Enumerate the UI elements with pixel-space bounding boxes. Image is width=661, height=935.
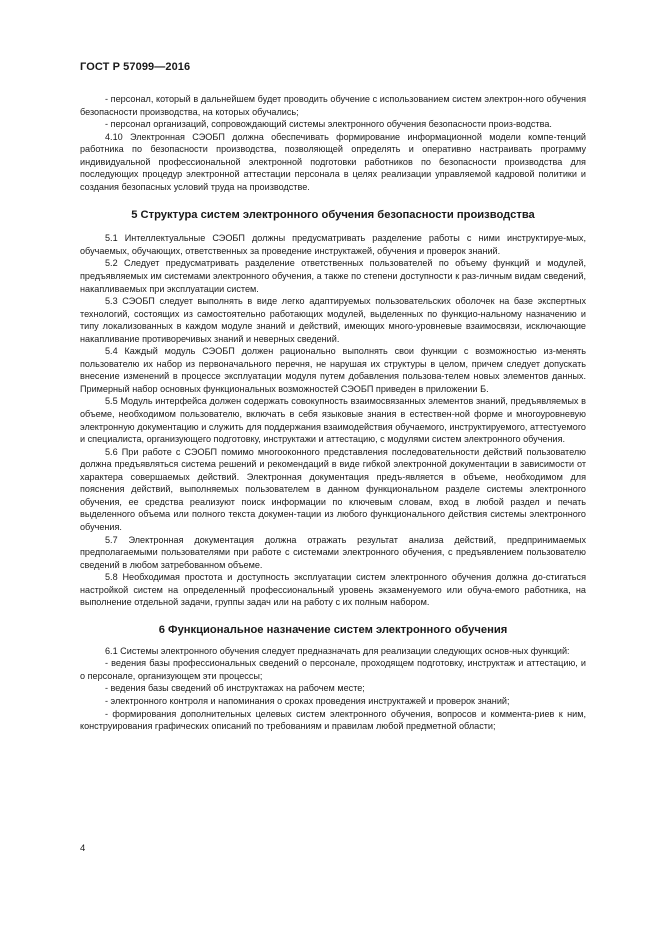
section-5-paragraph-5: 5.5 Модуль интерфейса должен содержать совокупность взаимосвязанных элементов знаний, предъявляемых в объеме, необходимом пользователю, включать в себя языковые знания в естествен-ной форме и многоуровневую электронную документацию и служить для поддержания взаимодействия обучаемого, инструктируемого, аттестуемого и специалиста, организующего подготовку, инструктажи и аттестацию, с модулями систем электронного обучения. [80, 396, 586, 445]
section-6-paragraph-1: 6.1 Системы электронного обучения следует предназначать для реализации следующих основ-ных функций: [105, 645, 570, 656]
section-5-paragraph-1: 5.1 Интеллектуальные СЭОБП должны предусматривать разделение работы с ними инструктируе-мых, обучаемых, обучающих, ответственных за проведение инструктажей, обучения и проверок знаний. [80, 233, 586, 256]
section-6-heading: 6 Функциональное назначение систем электронного обучения [158, 623, 508, 636]
page-number: 4 [80, 843, 86, 854]
section-6-paragraph-4: - электронного контроля и напоминания о сроках проведения инструктажей и проверок знаний; [105, 695, 510, 706]
document-body [80, 93, 586, 733]
section-6-paragraph-5: - формирования дополнительных целевых систем электронного обучения, вопросов и коммента-риев к ним, конструирования графических описаний по требованиям и правилам любой предметной области; [80, 708, 586, 732]
section-5-paragraph-6: 5.6 При работе с СЭОБП помимо многооконного представления последовательности действий пользователю должна предъявляться система решений и рекомендаций в виде гибкой электронной документации в зависимости от характера совершаемых действий. Электронная документация предъ-является в объеме, необходимом для пояснения действий, выполняемых пользователем в данном функциональном разделе системы электронного обучения, ее средства реализуют поиск информации по ключевым словам, вход в любой раздел и печать выделенного объема или полного текста докумен-тации из любого функционального действия системы электронного обучения. [80, 446, 586, 532]
document-header: ГОСТ Р 57099—2016 [80, 61, 191, 73]
section-5-paragraph-3: 5.3 СЭОБП следует выполнять в виде легко адаптируемых пользовательских оболочек на базе экспертных технологий, состоящих из самостоятельно работающих модулей, выделенных по функцио-нальному назначению и типу локализованных в каждом модуле знаний и действий, имеющих много-уровневые взаимосвязи, исключающие накапливание противоречивых знаний и неверных сведений. [80, 296, 586, 344]
section-6-paragraph-3: - ведения базы сведений об инструктажах на рабочем месте; [105, 683, 365, 694]
section-5-heading: 5 Структура систем электронного обучения безопасности производства [131, 209, 535, 222]
intro-paragraph-2: - персонал организаций, сопровождающий системы электронного обучения безопасности произ-водства. [105, 119, 552, 130]
section-5-paragraph-8: 5.8 Необходимая простота и доступность эксплуатации систем электронного обучения должна до-стигаться настройкой систем на определенный профессиональный уровень экзаменуемого или обуча-емого работника, на выполнение отдельной задачи, группы задач или на работу с их полным набором. [80, 572, 586, 608]
intro-paragraph-3: 4.10 Электронная СЭОБП должна обеспечивать формирование информационной модели компе-тенций работника по безопасности производства, позволяющей определять и оперативно настраивать программу индивидуальной профессиональной электронной подготовки работников по безопасности производства для последующих процедур электронной аттестации персонала в целях реализации управляемой кадровой политики и создания безопасных условий труда на производстве. [80, 131, 586, 192]
section-5-paragraph-7: 5.7 Электронная документация должна отражать результат анализа действий, предпринимаемых предполагаемыми пользователями при работе с системами электронного обучения, с предъявлением пользователю сведений в любом затребованном объеме. [80, 534, 586, 570]
section-6-paragraph-2: - ведения базы профессиональных сведений о персонале, проходящем подготовку, инструктаж и аттестацию, и о персонале, организующем эти процессы; [80, 658, 586, 681]
section-5-paragraph-2: 5.2 Следует предусматривать разделение ответственных пользователей по объему функций и модулей, предъявляемых им системами электронного обучения, а также по степени доступности к раз-личным видам сведений, накапливаемых при эксплуатации систем. [80, 258, 586, 294]
section-5-paragraph-4: 5.4 Каждый модуль СЭОБП должен рационально выполнять свои функции с возможностью из-менять пользователю их набор из первоначального перечня, не нарушая их структуры в целом, причем следует допускать внесение изменений в процессе эксплуатации модуля путем добавления пользова-телем новых элементов данных. Примерный набор основных функциональных возможностей СЭОБП приведен в приложении Б. [80, 346, 586, 394]
intro-paragraph-1: - персонал, который в дальнейшем будет проводить обучение с использованием систем электрон-ного обучения безопасности производства, на которых обучались; [80, 94, 586, 117]
